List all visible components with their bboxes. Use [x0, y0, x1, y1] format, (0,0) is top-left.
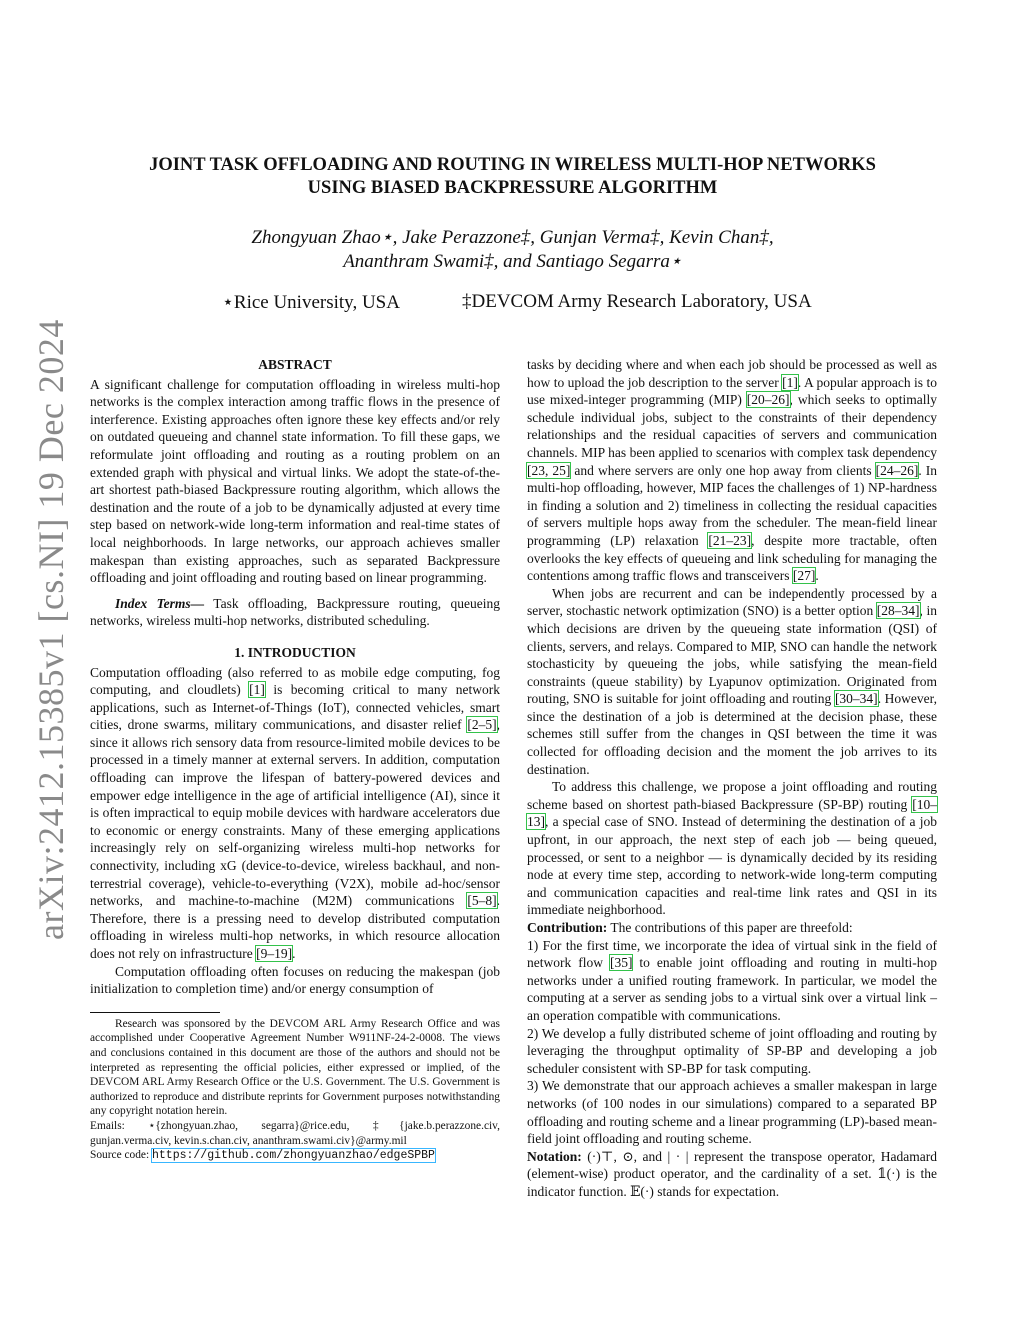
- intro-paragraph: Computation offloading often focuses on reducing the makespan (job initialization to completion time) and/or energy consumption of: [90, 963, 500, 997]
- index-terms-text: Task offloading, Backpressure routing, queueing networks, wireless multi-hop networks, distributed scheduling.: [90, 595, 501, 629]
- citation-link[interactable]: [1]: [782, 374, 798, 390]
- source-code-footnote: Source code: https://github.com/zhongyuanzhao/edgeSPBP: [90, 1149, 435, 1163]
- index-terms: [90, 595, 500, 630]
- right-column: [527, 356, 937, 1201]
- citation-link[interactable]: [9–19]: [256, 946, 293, 961]
- email-footnote: Emails: ⋆{zhongyuan.zhao, segarra}@rice.edu, ‡{jake.b.perazzone.civ, gunjan.verma.civ, kevin.s.chan.civ, ananthram.swami.civ}@army.mil: [90, 1119, 500, 1147]
- author-list: [90, 226, 935, 274]
- affiliation-devcom: ‡DEVCOM Army Research Laboratory, USA: [462, 291, 812, 312]
- title-line: JOINT TASK OFFLOADING AND ROUTING IN WIRELESS MULTI-HOP NETWORKS: [149, 155, 876, 175]
- abstract-heading: ABSTRACT: [258, 357, 332, 372]
- citation-link[interactable]: [30–34]: [834, 691, 878, 707]
- author-line: Ananthram Swami‡, and Santiago Segarra⋆: [343, 251, 682, 272]
- citation-link[interactable]: [20–26]: [746, 392, 790, 408]
- citation-link[interactable]: [10–13]: [527, 796, 937, 830]
- contribution-intro: Contribution: The contributions of this paper are threefold:: [527, 920, 853, 935]
- author-line: Zhongyuan Zhao⋆, Jake Perazzone‡, Gunjan Verma‡, Kevin Chan‡,: [251, 227, 774, 248]
- arxiv-identifier: arXiv:2412.15385v1 [cs.NI] 19 Dec 2024: [31, 319, 71, 940]
- notation-paragraph: Notation: (·)⊤, ⊙, and | · | represent the transpose operator, Hadamard (element-wise) product operator, and the cardinality of a set. 𝟙(·) is the indicator function. 𝔼(·) stands for expectation.: [527, 1148, 937, 1199]
- citation-link[interactable]: [21–23]: [708, 532, 752, 548]
- contribution-item: 3) We demonstrate that our approach achieves a smaller makespan in large networks (of 100 nodes in our simulations) compared to a separated BP offloading and routing scheme and a linear programming (LP)-based mean-field joint offloading and routing scheme.: [527, 1078, 937, 1147]
- title-line: USING BIASED BACKPRESSURE ALGORITHM: [307, 178, 718, 198]
- citation-link[interactable]: [27]: [792, 568, 816, 584]
- citation-link[interactable]: [24–26]: [875, 462, 919, 478]
- footnote-divider: [90, 1012, 220, 1013]
- affiliation-rice: ⋆Rice University, USA: [222, 292, 400, 313]
- left-column: [90, 356, 500, 1164]
- contribution-item: 1) For the first time, we incorporate the idea of virtual sink in the field of network flow [35] to enable joint offloading and routing in multi-hop networks under a unified routing framework. In particular, we model the computing at a server as sending jobs to a virtual sink over a virtual link – an operation compatible with communications.: [527, 937, 937, 1023]
- citation-link[interactable]: [1]: [249, 682, 265, 698]
- contribution-item: 2) We develop a fully distributed scheme of joint offloading and routing by leveraging the throughput optimality of SP-BP and developing a job scheduler consistent with SP-BP for task computing.: [527, 1025, 937, 1076]
- paper-title: [90, 154, 935, 200]
- funding-footnote: Research was sponsored by the DEVCOM ARL Army Research Office and was accomplished under Cooperative Agreement Number W911NF-24-2-0008. The views and conclusions contained in this document are those of the authors and should not be interpreted as representing the official policies, either expressed or implied, of the DEVCOM ARL Army Research Office or the U.S. Government. The U.S. Government is authorized to reproduce and distribute reprints for Government purposes notwithstanding any copyright notation herein.: [90, 1017, 500, 1118]
- notation-label: Notation:: [527, 1148, 582, 1164]
- body-paragraph: When jobs are recurrent and can be independently processed by a server, stochastic network optimization (SNO) is a better option [28–34], in which decisions are driven by the queueing state information (QSI) of clients, servers, and relays. Compared to MIP, SNO can handle the network stochasticity by queueing the jobs, while satisfying the mean-field constraints (queue stability) by Lyapunov optimization. Originated from routing, SNO is suitable for joint offloading and routing [30–34]. However, since the destination of a job is determined at the decision phase, these schemes still suffer from the changes in QSI between the time it was collected for offloading decision and the moment the job arrives to its destination.: [527, 585, 937, 777]
- citation-link[interactable]: [35]: [609, 955, 633, 971]
- body-paragraph: To address this challenge, we propose a joint offloading and routing scheme based on shortest path-biased Backpressure (SP-BP) routing [10–13], a special case of SNO. Instead of determining the destination of a job upfront, in our approach, the next step of each job — being queued, processed, or sent to a neighbor — is dynamically decided by its residing node at every time step, according to network-wide long-term computing and communication capacities and real-time link rates and QSI in its immediate neighborhood.: [527, 779, 937, 918]
- citation-link[interactable]: [5–8]: [467, 893, 497, 909]
- body-paragraph: tasks by deciding where and when each job should be processed as well as how to upload the job description to the server [1]. A popular approach is to use mixed-integer programming (MIP) [20–26], which seeks to optimally schedule individual jobs, subject to the constraints of their dependency relationships and the residual capacities of servers and communication channels. MIP has been applied to scenarios with complex task dependency [23, 25] and where servers are only one hop away from clients [24–26]. In multi-hop offloading, however, MIP faces the challenges of 1) NP-hardness in finding a solution and 2) timeliness in collecting the residual capacities of servers multiple hops away from the scheduler. The mean-field linear programming (LP) relaxation [21–23], despite more tractable, often overlooks the key effects of queueing and link scheduling for managing the contentions among traffic flows and transceivers [27].: [527, 357, 938, 584]
- contribution-label: Contribution:: [527, 920, 608, 935]
- index-terms-label: Index Terms—: [115, 595, 205, 611]
- abstract-text: A significant challenge for computation offloading in wireless multi-hop networks is the complex interaction among traffic flows in the presence of interference. Existing approaches often ignore these key effects and/or rely on outdated queueing and channel state information. To fill these gaps, we reformulate joint offloading and routing as a routing problem on an extended graph with physical and virtual links. We adopt the state-of-the-art shortest path-biased Backpressure routing algorithm, which allows the destination and the route of a job to be dynamically adjusted at every time step based on network-wide long-term information and real-time states of local neighborhoods. In large networks, our approach achieves smaller makespan than existing approaches, such as separated Backpressure offloading and joint offloading and routing based on linear programming.: [90, 376, 500, 586]
- citation-link[interactable]: [2–5]: [467, 717, 497, 733]
- citation-link[interactable]: [23, 25]: [527, 462, 571, 478]
- intro-paragraph: Computation offloading (also referred to as mobile edge computing, fog computing, and cloudlets) [1] is becoming critical to many network applications, such as Internet-of-Things (IoT), connected vehicles, smart cities, drone swarms, military communications, and disaster relief [2–5], since it allows rich sensory data from resource-limited mobile devices to be processed in a timely manner at external servers. In addition, computation offloading can improve the lifespan of battery-powered devices and empower edge intelligence in the age of artificial intelligence (AI), since it is often impractical to equip mobile devices with hardware accelerators due to economic or energy constraints. Many of these emerging applications increasingly rely on self-organizing wireless multi-hop networks for connectivity, including xG (device-to-device, wireless backhaul, and non-terrestrial coverage), vehicle-to-everything (V2X), mobile ad-hoc/sensor networks, and machine-to-machine (M2M) communications [5–8]. Therefore, there is a pressing need to develop distributed computation offloading in wireless multi-hop networks, in which resource allocation does not rely on infrastructure [9–19].: [90, 664, 500, 961]
- section-heading-introduction: 1. INTRODUCTION: [234, 644, 356, 660]
- source-code-link[interactable]: https://github.com/zhongyuanzhao/edgeSPBP: [152, 1149, 435, 1163]
- citation-link[interactable]: [28–34]: [876, 603, 920, 619]
